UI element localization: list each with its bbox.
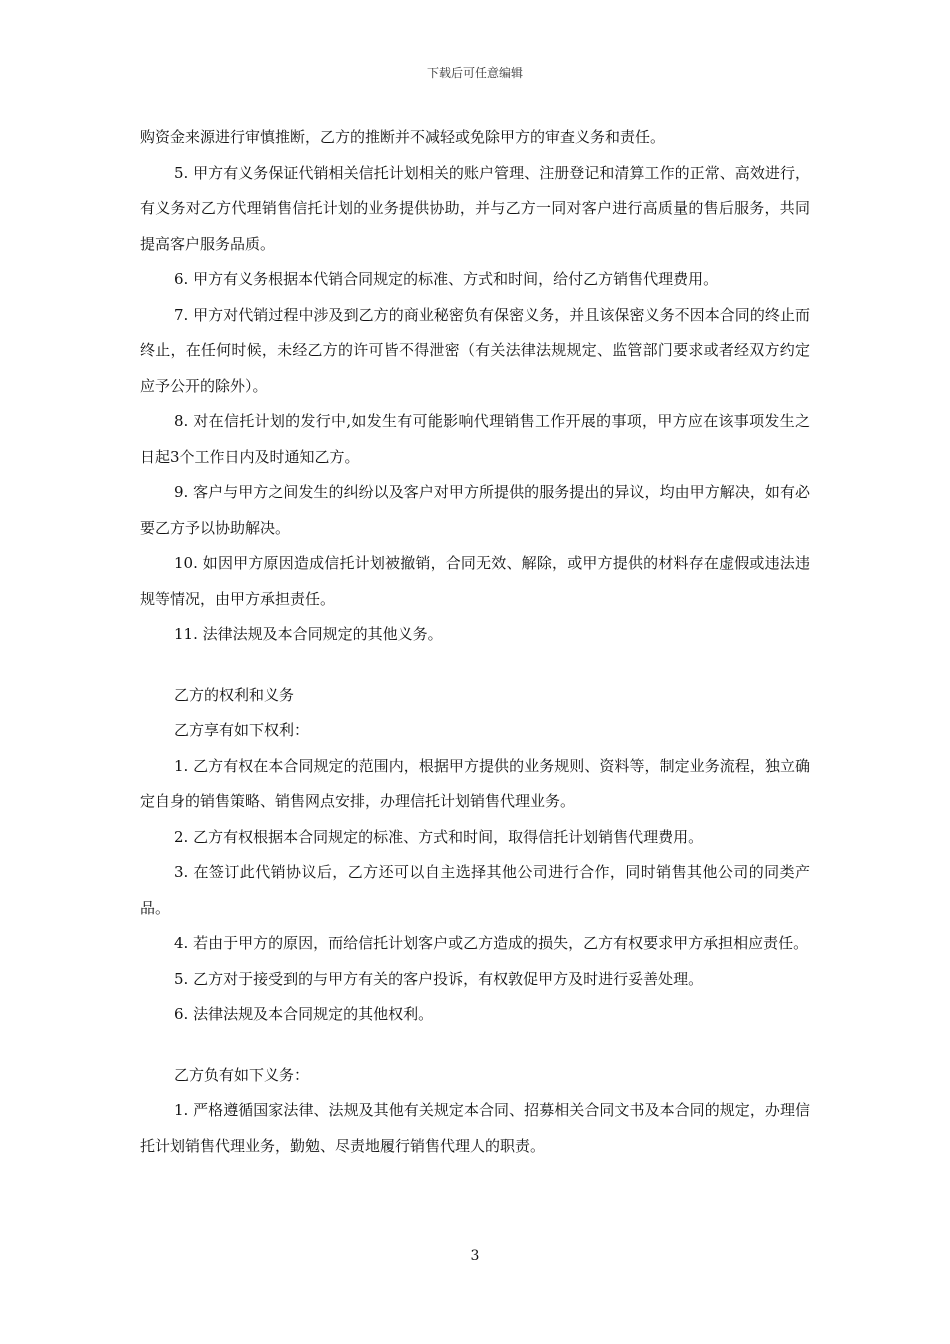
continuation-paragraph: 购资金来源进行审慎推断，乙方的推断并不减轻或免除甲方的审查义务和责任。 — [140, 128, 666, 146]
party-b-right-3: 3. 在签订此代销协议后，乙方还可以自主选择其他公司进行合作，同时销售其他公司的同类产品。 — [140, 863, 810, 917]
page-header-note: 下载后可任意编辑 — [426, 66, 523, 80]
party-a-duty-11: 11. 法律法规及本合同规定的其他义务。 — [174, 625, 443, 643]
party-b-right-4: 4. 若由于甲方的原因，而给信托计划客户或乙方造成的损失，乙方有权要求甲方承担相应责任。 — [174, 934, 809, 952]
party-b-right-2: 2. 乙方有权根据本合同规定的标准、方式和时间，取得信托计划销售代理费用。 — [174, 827, 704, 846]
party-b-right-6: 6. 法律法规及本合同规定的其他权利。 — [174, 1005, 434, 1023]
party-b-right-1: 1. 乙方有权在本合同规定的范围内，根据甲方提供的业务规则、资料等，制定业务流程，独立确定自身的销售策略、销售网点安排，办理信托计划销售代理业务。 — [140, 756, 810, 810]
section-spacer — [140, 653, 810, 678]
party-b-rights-heading: 乙方享有如下权利： — [174, 721, 310, 739]
party-b-duties-heading: 乙方负有如下义务： — [174, 1065, 310, 1084]
document-body — [140, 120, 810, 1164]
party-b-right-5: 5. 乙方对于接受到的与甲方有关的客户投诉，有权敦促甲方及时进行妥善处理。 — [174, 969, 704, 988]
page-number: 3 — [470, 1248, 480, 1264]
party-a-duty-8: 8. 对在信托计划的发行中,如发生有可能影响代理销售工作开展的事项，甲方应在该事项发生之日起3个工作日内及时通知乙方。 — [140, 412, 810, 466]
party-b-duty-1: 1. 严格遵循国家法律、法规及其他有关规定本合同、招募相关合同文书及本合同的规定，办理信托计划销售代理业务，勤勉、尽责地履行销售代理人的职责。 — [140, 1101, 810, 1155]
party-a-duty-7: 7. 甲方对代销过程中涉及到乙方的商业秘密负有保密义务，并且该保密义务不因本合同的终止而终止，在任何时候，未经乙方的许可皆不得泄密（有关法律法规规定、监管部门要求或者经双方约定应予公开的除外）。 — [140, 305, 810, 395]
section-spacer — [140, 1033, 810, 1058]
party-a-duty-10: 10. 如因甲方原因造成信托计划被撤销，合同无效、解除，或甲方提供的材料存在虚假或违法违规等情况，由甲方承担责任。 — [140, 554, 810, 608]
party-a-duty-5: 5. 甲方有义务保证代销相关信托计划相关的账户管理、注册登记和清算工作的正常、高效进行，有义务对乙方代理销售信托计划的业务提供协助，并与乙方一同对客户进行高质量的售后服务，共同提高客户服务品质。 — [140, 163, 810, 253]
party-b-section-title: 乙方的权利和义务 — [174, 685, 295, 704]
party-a-duty-9: 9. 客户与甲方之间发生的纠纷以及客户对甲方所提供的服务提出的异议，均由甲方解决，如有必要乙方予以协助解决。 — [140, 483, 810, 537]
party-a-duty-6: 6. 甲方有义务根据本代销合同规定的标准、方式和时间，给付乙方销售代理费用。 — [174, 270, 719, 288]
